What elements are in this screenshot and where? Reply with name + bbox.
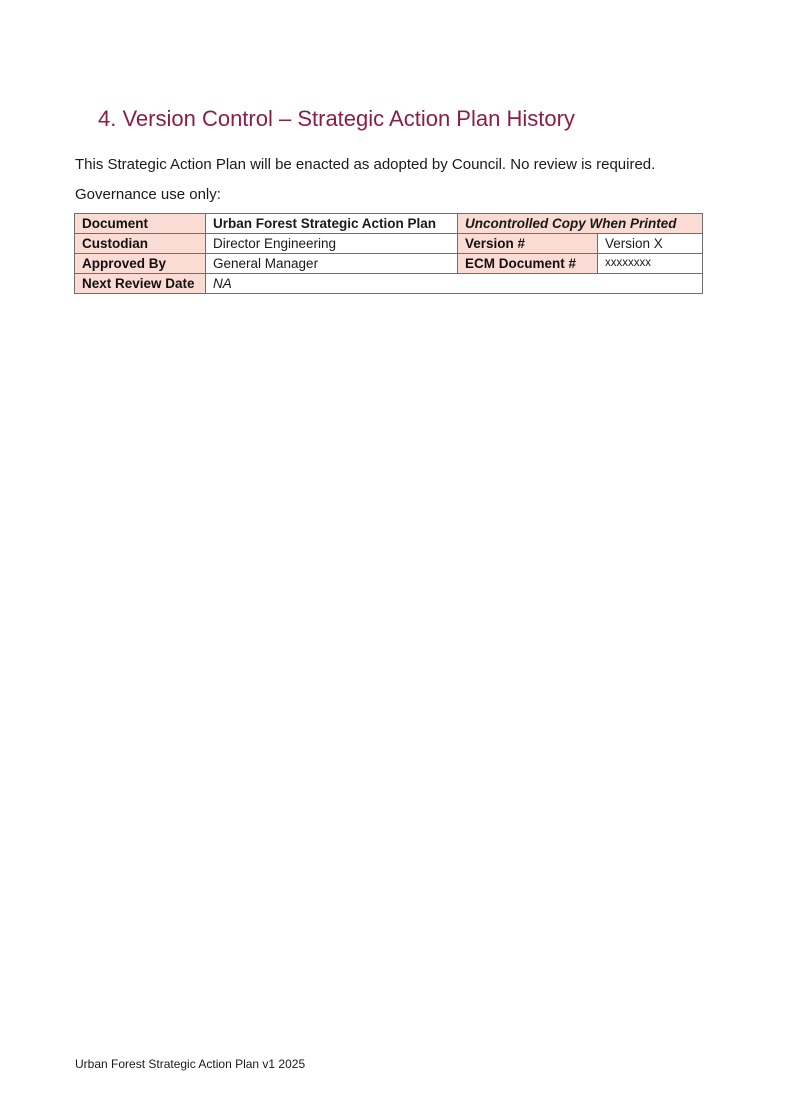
approved-by-label: Approved By xyxy=(75,254,206,274)
table-row xyxy=(75,214,703,234)
section-heading: 4. Version Control – Strategic Action Plan History xyxy=(98,106,575,131)
document-value: Urban Forest Strategic Action Plan xyxy=(206,214,458,234)
ecm-document-value: xxxxxxxx xyxy=(598,254,703,274)
governance-note: Governance use only: xyxy=(75,186,221,203)
approved-by-value: General Manager xyxy=(206,254,458,274)
table-row xyxy=(75,274,703,294)
version-control-table xyxy=(74,213,703,294)
ecm-document-label: ECM Document # xyxy=(458,254,598,274)
uncontrolled-copy-note: Uncontrolled Copy When Printed xyxy=(458,214,703,234)
next-review-label: Next Review Date xyxy=(75,274,206,294)
custodian-label: Custodian xyxy=(75,234,206,254)
table-row xyxy=(75,254,703,274)
intro-paragraph: This Strategic Action Plan will be enacted as adopted by Council. No review is required. xyxy=(75,156,656,173)
page-footer: Urban Forest Strategic Action Plan v1 2025 xyxy=(75,1057,306,1071)
document-label: Document xyxy=(75,214,206,234)
version-label: Version # xyxy=(458,234,598,254)
table-row xyxy=(75,234,703,254)
next-review-value: NA xyxy=(206,274,703,294)
version-value: Version X xyxy=(598,234,703,254)
custodian-value: Director Engineering xyxy=(206,234,458,254)
